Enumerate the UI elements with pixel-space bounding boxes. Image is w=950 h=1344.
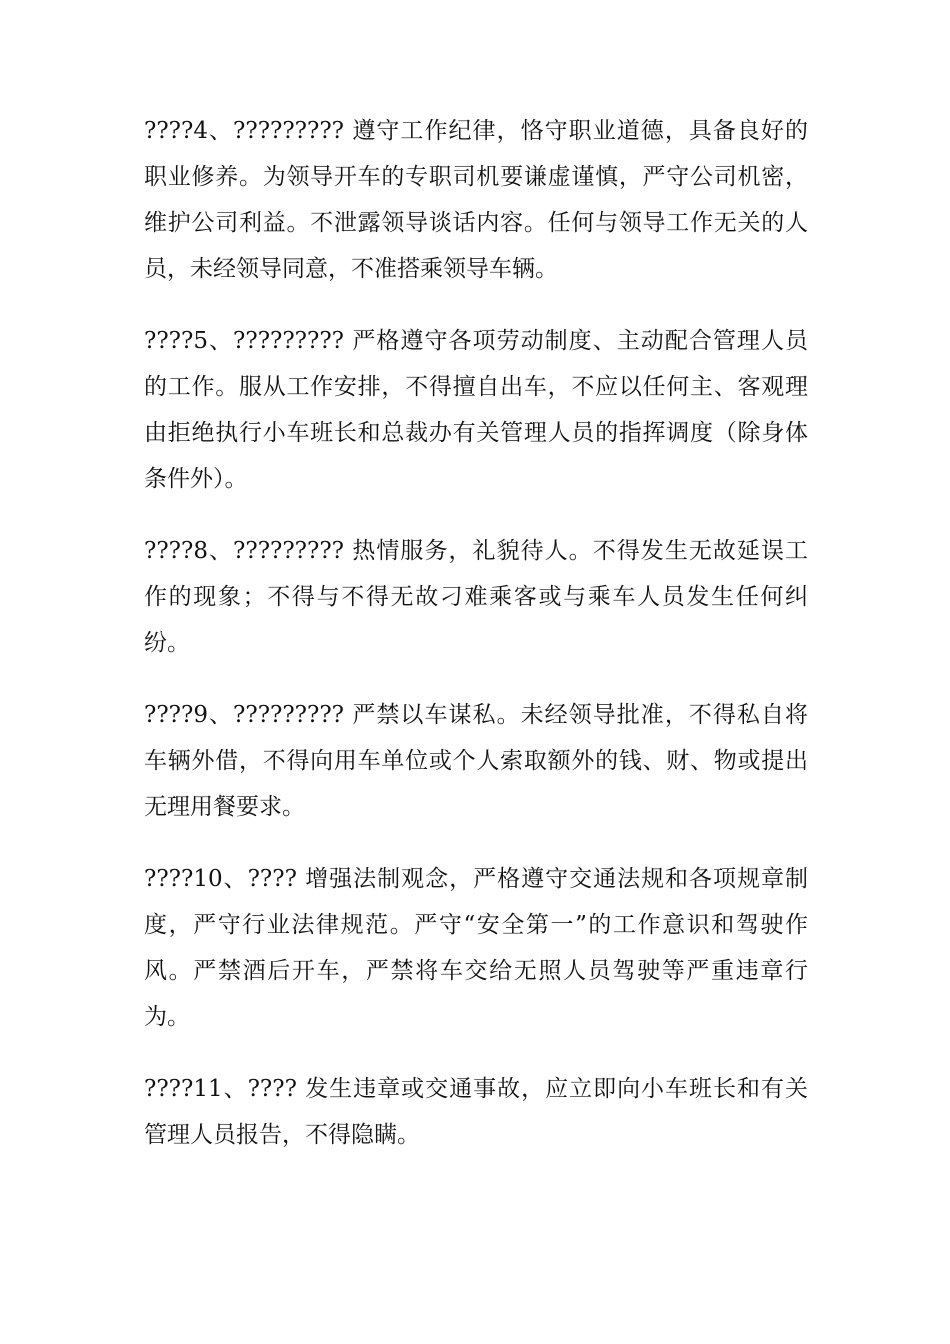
paragraph-rule-10: ????10、???? 增强法制观念，严格遵守交通法规和各项规章制度，严守行业法律规范。严守“安全第一”的工作意识和驾驶作风。严禁酒后开车，严禁将车交给无照人员驾驶等严重违章行为。 [144, 866, 808, 1030]
paragraph-rule-9: ????9、????????? 严禁以车谋私。未经领导批准，不得私自将车辆外借，不得向用车单位或个人索取额外的钱、财、物或提出无理用餐要求。 [144, 702, 808, 820]
paragraph-rule-5: ????5、????????? 严格遵守各项劳动制度、主动配合管理人员的工作。服从工作安排，不得擅自出车，不应以任何主、客观理由拒绝执行小车班长和总裁办有关管理人员的指挥调度（除身体条件外）。 [144, 328, 808, 492]
paragraph-rule-8: ????8、????????? 热情服务，礼貌待人。不得发生无故延误工作的现象；不得与不得无故刁难乘客或与乘车人员发生任何纠纷。 [144, 538, 808, 656]
paragraph-rule-4: ????4、????????? 遵守工作纪律，恪守职业道德，具备良好的职业修养。为领导开车的专职司机要谦虚谨慎，严守公司机密，维护公司利益。不泄露领导谈话内容。任何与领导工作无关的人员，未经领导同意，不准搭乘领导车辆。 [144, 118, 808, 282]
paragraph-rule-11: ????11、???? 发生违章或交通事故，应立即向小车班长和有关管理人员报告，不得隐瞒。 [144, 1076, 808, 1148]
document-body [144, 108, 808, 1184]
